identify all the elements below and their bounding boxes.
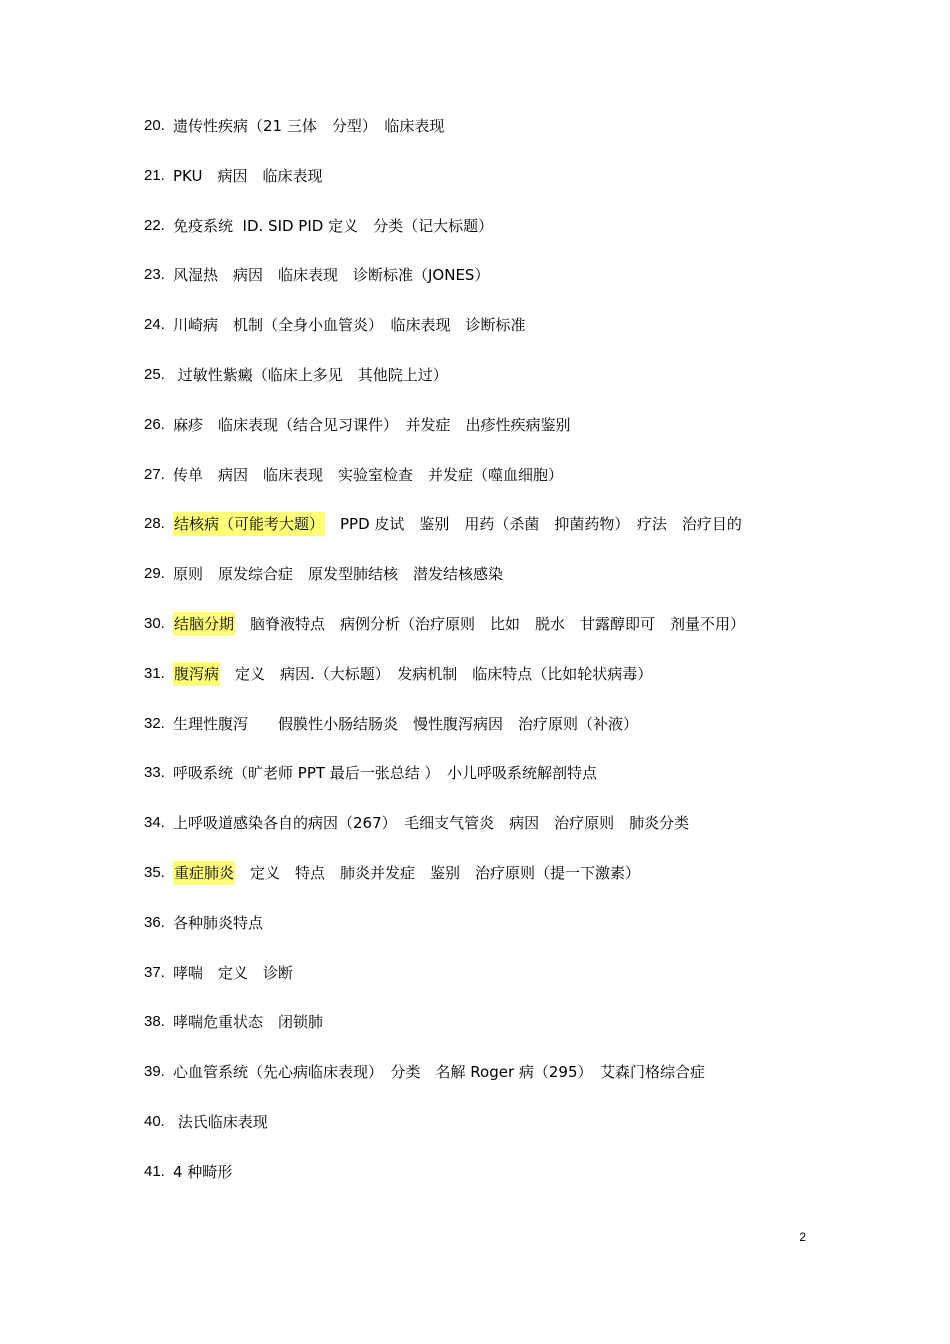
- list-item: [144, 1160, 844, 1210]
- list-item: [144, 512, 844, 562]
- item-number: 22.: [144, 216, 165, 234]
- item-text: 各种肺炎特点: [173, 913, 264, 932]
- list-item: [144, 761, 844, 811]
- item-number: 20.: [144, 117, 165, 134]
- item-number: 31.: [144, 664, 165, 682]
- item-number: 28.: [144, 515, 165, 533]
- item-text: 川崎病 机制（全身小血管炎） 临床表现 诊断标准: [173, 316, 526, 335]
- item-text: 免疫系统 ID. SID PID 定义 分类（记大标题）: [173, 216, 494, 235]
- list-item: [144, 313, 844, 363]
- item-text: PKU 病因 临床表现: [173, 166, 323, 185]
- list-item: [144, 662, 844, 712]
- list-item: [144, 562, 844, 612]
- item-number: 25.: [144, 365, 165, 383]
- list-item: [144, 911, 844, 961]
- item-number: 33.: [144, 764, 165, 782]
- item-number: 21.: [144, 166, 165, 184]
- item-number: 38.: [144, 1013, 165, 1031]
- list-item: [144, 1010, 844, 1060]
- item-number: 35.: [144, 863, 165, 881]
- list-item: [144, 1110, 844, 1160]
- list-item: [144, 263, 844, 313]
- item-text: 哮喘 定义 诊断: [173, 963, 294, 982]
- list-item: [144, 961, 844, 1011]
- list-item: [144, 712, 844, 762]
- list-item: [144, 463, 844, 513]
- item-number: 36.: [144, 913, 165, 931]
- item-text: 定义 病因.（大标题） 发病机制 临床特点（比如轮状病毒）: [220, 664, 653, 683]
- list-item: [144, 1060, 844, 1110]
- outline-list: [144, 114, 844, 1210]
- item-text: 风湿热 病因 临床表现 诊断标准（JONES）: [173, 266, 490, 285]
- list-item: [144, 114, 844, 164]
- item-text: 遗传性疾病（21 三体 分型） 临床表现: [173, 117, 445, 135]
- item-text: 传单 病因 临床表现 实验室检查 并发症（噬血细胞）: [173, 465, 564, 484]
- item-number: 27.: [144, 465, 165, 483]
- highlighted-text: 结脑分期: [173, 612, 235, 636]
- item-text: 4 种畸形: [173, 1162, 233, 1181]
- item-number: 40.: [144, 1112, 165, 1130]
- list-item: [144, 811, 844, 861]
- item-text: 生理性腹泻 假膜性小肠结肠炎 慢性腹泻病因 治疗原则（补液）: [173, 714, 639, 733]
- item-number: 29.: [144, 565, 165, 583]
- item-text: 原则 原发综合症 原发型肺结核 潜发结核感染: [173, 565, 504, 584]
- page-number: 2: [799, 1230, 806, 1244]
- item-number: 23.: [144, 266, 165, 284]
- item-number: 30.: [144, 614, 165, 632]
- list-item: [144, 413, 844, 463]
- item-text: 心血管系统（先心病临床表现） 分类 名解 Roger 病（295） 艾森门格综合症: [173, 1063, 706, 1082]
- item-text: 呼吸系统（旷老师 PPT 最后一张总结 ） 小儿呼吸系统解剖特点: [173, 764, 598, 783]
- list-item: [144, 214, 844, 264]
- item-number: 26.: [144, 415, 165, 433]
- item-number: 37.: [144, 963, 165, 981]
- item-text: 上呼吸道感染各自的病因（267） 毛细支气管炎 病因 治疗原则 肺炎分类: [173, 814, 690, 833]
- list-item: [144, 164, 844, 214]
- item-text: 脑脊液特点 病例分析（治疗原则 比如 脱水 甘露醇即可 剂量不用）: [235, 614, 746, 633]
- item-text: PPD 皮试 鉴别 用药（杀菌 抑菌药物） 疗法 治疗目的: [325, 515, 742, 534]
- item-number: 41.: [144, 1162, 165, 1180]
- item-text: 哮喘危重状态 闭锁肺: [173, 1013, 324, 1032]
- item-text: 麻疹 临床表现（结合见习课件） 并发症 出疹性疾病鉴别: [173, 415, 571, 434]
- item-number: 32.: [144, 714, 165, 732]
- list-item: [144, 861, 844, 911]
- highlighted-text: 腹泻病: [173, 662, 220, 686]
- item-text: 过敏性紫癜（临床上多见 其他院上过）: [173, 365, 448, 384]
- list-item: [144, 612, 844, 662]
- item-text: 定义 特点 肺炎并发症 鉴别 治疗原则（提一下激素）: [235, 863, 641, 882]
- item-number: 24.: [144, 316, 165, 334]
- item-number: 39.: [144, 1063, 165, 1081]
- highlighted-text: 重症肺炎: [173, 861, 235, 885]
- item-text: 法氏临床表现: [173, 1112, 268, 1131]
- highlighted-text: 结核病（可能考大题）: [173, 512, 325, 536]
- item-number: 34.: [144, 814, 165, 832]
- list-item: [144, 363, 844, 413]
